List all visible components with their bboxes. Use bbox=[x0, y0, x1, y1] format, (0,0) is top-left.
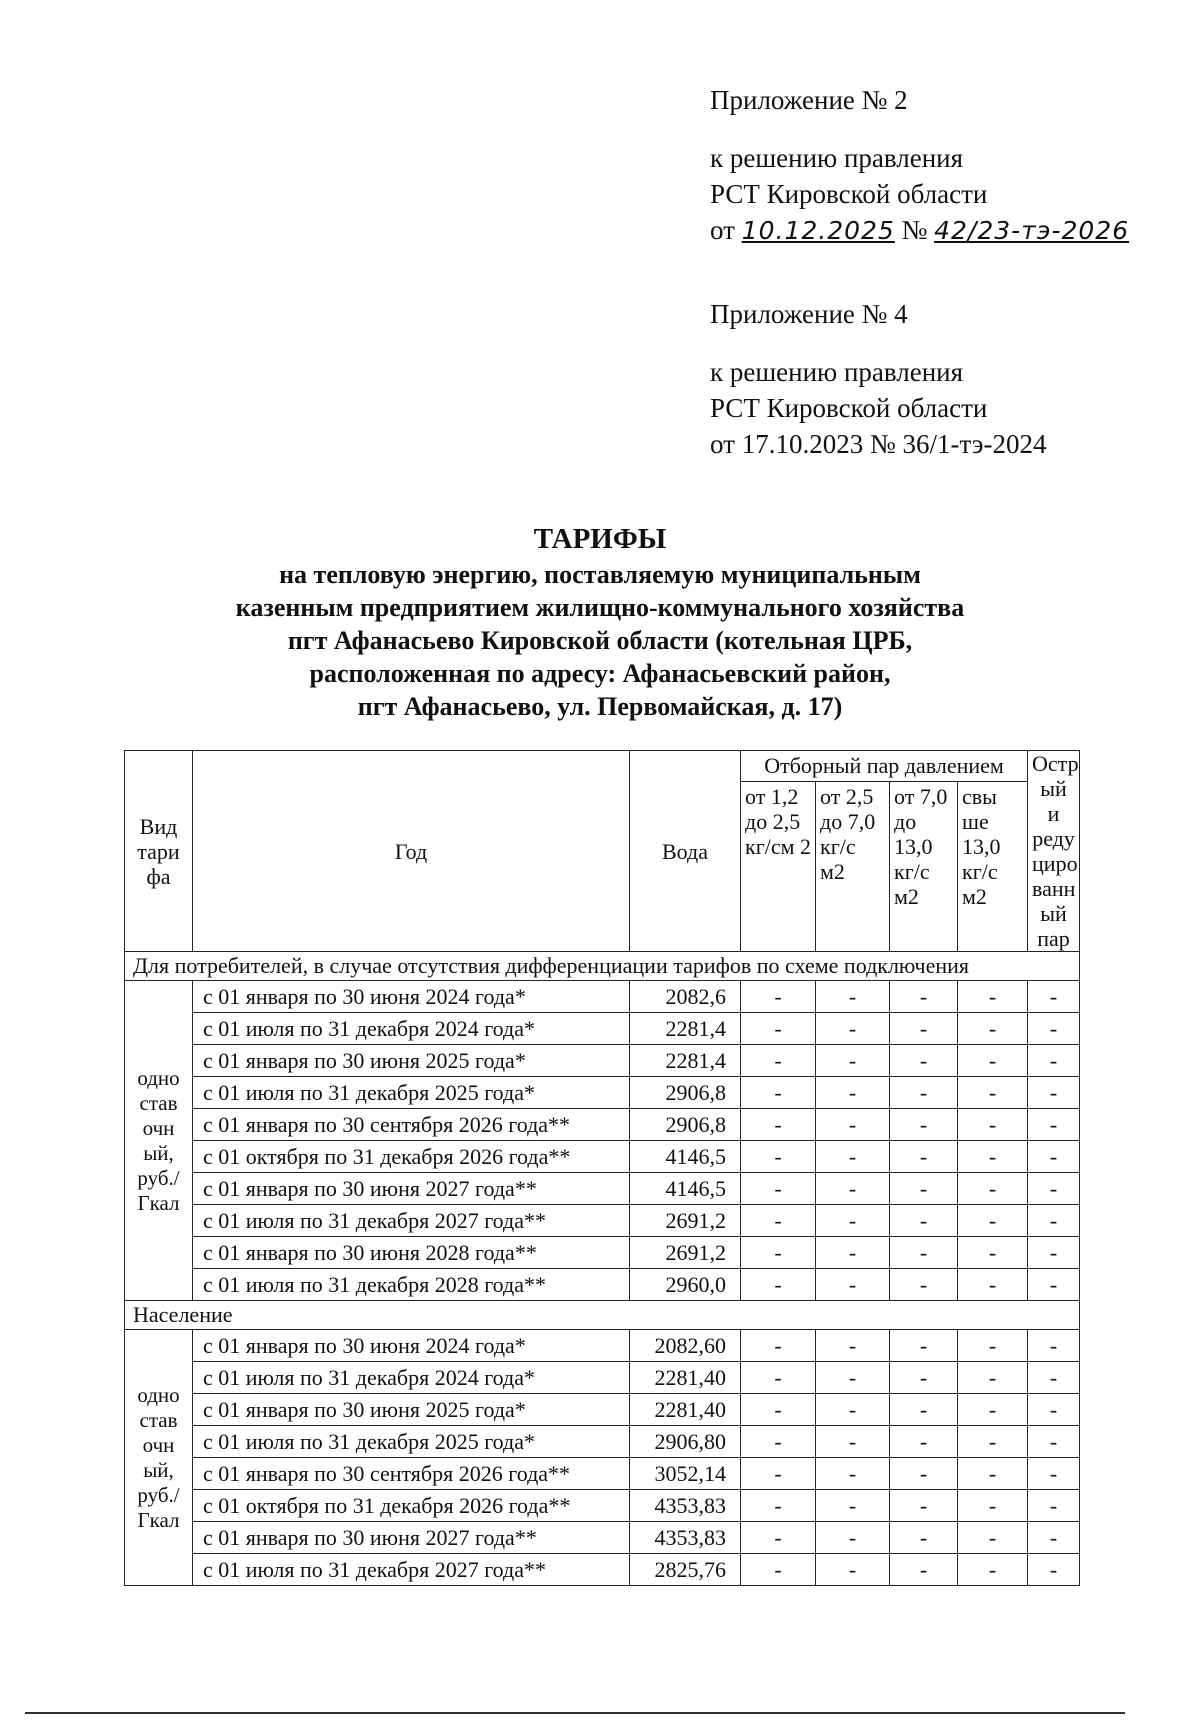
empty-tariff-cell: - bbox=[741, 1554, 816, 1586]
steam-group-header: Отборный пар давлением bbox=[741, 751, 1028, 782]
appendix-2-title: Приложение № 2 bbox=[710, 85, 908, 115]
empty-tariff-cell: - bbox=[741, 1522, 816, 1554]
water-tariff-cell: 2691,2 bbox=[630, 1237, 741, 1269]
table-row bbox=[125, 1426, 1080, 1458]
empty-tariff-cell: - bbox=[741, 1426, 816, 1458]
empty-tariff-cell: - bbox=[1028, 1426, 1080, 1458]
empty-tariff-cell: - bbox=[890, 1141, 958, 1173]
water-tariff-cell: 2906,8 bbox=[630, 1077, 741, 1109]
empty-tariff-cell: - bbox=[890, 1205, 958, 1237]
empty-tariff-cell: - bbox=[890, 1237, 958, 1269]
empty-tariff-cell: - bbox=[1028, 1109, 1080, 1141]
empty-tariff-cell: - bbox=[1028, 981, 1080, 1013]
authority-line: РСТ Кировской области bbox=[710, 179, 988, 209]
empty-tariff-cell: - bbox=[958, 1490, 1028, 1522]
table-row bbox=[125, 1045, 1080, 1077]
title-main: ТАРИФЫ bbox=[533, 523, 667, 555]
period-cell: с 01 января по 30 июня 2024 года* bbox=[193, 981, 630, 1013]
table-row bbox=[125, 1362, 1080, 1394]
period-cell: с 01 января по 30 сентября 2026 года** bbox=[193, 1458, 630, 1490]
empty-tariff-cell: - bbox=[958, 1554, 1028, 1586]
empty-tariff-cell: - bbox=[890, 1458, 958, 1490]
water-tariff-cell: 3052,14 bbox=[630, 1458, 741, 1490]
table-row bbox=[125, 981, 1080, 1013]
col-type-header: Вид тари фа bbox=[125, 751, 193, 952]
table-row bbox=[125, 1013, 1080, 1045]
table-row bbox=[125, 1205, 1080, 1237]
empty-tariff-cell: - bbox=[958, 1109, 1028, 1141]
handwritten-date: 10.12.2025 bbox=[741, 216, 895, 245]
empty-tariff-cell: - bbox=[958, 1458, 1028, 1490]
empty-tariff-cell: - bbox=[816, 1458, 890, 1490]
empty-tariff-cell: - bbox=[890, 1330, 958, 1362]
water-tariff-cell: 4146,5 bbox=[630, 1141, 741, 1173]
empty-tariff-cell: - bbox=[816, 1173, 890, 1205]
period-cell: с 01 июля по 31 декабря 2028 года** bbox=[193, 1269, 630, 1301]
water-tariff-cell: 4353,83 bbox=[630, 1490, 741, 1522]
empty-tariff-cell: - bbox=[1028, 1522, 1080, 1554]
empty-tariff-cell: - bbox=[1028, 1458, 1080, 1490]
decision-date-line bbox=[710, 212, 1129, 249]
table-row bbox=[125, 1269, 1080, 1301]
water-tariff-cell: 4353,83 bbox=[630, 1522, 741, 1554]
empty-tariff-cell: - bbox=[741, 1458, 816, 1490]
empty-tariff-cell: - bbox=[890, 1490, 958, 1522]
empty-tariff-cell: - bbox=[890, 1522, 958, 1554]
empty-tariff-cell: - bbox=[958, 1045, 1028, 1077]
period-cell: с 01 июля по 31 декабря 2025 года* bbox=[193, 1426, 630, 1458]
appendix-4-header bbox=[710, 296, 1047, 462]
number-prefix: № bbox=[901, 215, 928, 245]
empty-tariff-cell: - bbox=[741, 1269, 816, 1301]
tariff-table bbox=[124, 750, 1080, 1586]
header-row bbox=[125, 751, 1080, 782]
empty-tariff-cell: - bbox=[816, 1237, 890, 1269]
empty-tariff-cell: - bbox=[816, 1330, 890, 1362]
empty-tariff-cell: - bbox=[741, 1013, 816, 1045]
water-tariff-cell: 2281,4 bbox=[630, 1013, 741, 1045]
empty-tariff-cell: - bbox=[1028, 1173, 1080, 1205]
empty-tariff-cell: - bbox=[741, 981, 816, 1013]
table-row bbox=[125, 1458, 1080, 1490]
empty-tariff-cell: - bbox=[1028, 1077, 1080, 1109]
water-tariff-cell: 2082,6 bbox=[630, 981, 741, 1013]
empty-tariff-cell: - bbox=[1028, 1394, 1080, 1426]
empty-tariff-cell: - bbox=[741, 1205, 816, 1237]
empty-tariff-cell: - bbox=[741, 1077, 816, 1109]
empty-tariff-cell: - bbox=[1028, 1205, 1080, 1237]
empty-tariff-cell: - bbox=[890, 1269, 958, 1301]
col-pressure-4-header: свы ше 13,0 кг/с м2 bbox=[958, 781, 1028, 951]
table-row bbox=[125, 1109, 1080, 1141]
empty-tariff-cell: - bbox=[1028, 1141, 1080, 1173]
empty-tariff-cell: - bbox=[1028, 1045, 1080, 1077]
table-row bbox=[125, 1330, 1080, 1362]
empty-tariff-cell: - bbox=[741, 1237, 816, 1269]
empty-tariff-cell: - bbox=[816, 1109, 890, 1141]
empty-tariff-cell: - bbox=[741, 1141, 816, 1173]
page-bottom-rule bbox=[25, 1712, 1125, 1714]
empty-tariff-cell: - bbox=[816, 1490, 890, 1522]
empty-tariff-cell: - bbox=[816, 981, 890, 1013]
water-tariff-cell: 2906,80 bbox=[630, 1426, 741, 1458]
table-row bbox=[125, 1141, 1080, 1173]
table-row bbox=[125, 1490, 1080, 1522]
empty-tariff-cell: - bbox=[958, 1205, 1028, 1237]
period-cell: с 01 января по 30 июня 2027 года** bbox=[193, 1173, 630, 1205]
period-cell: с 01 января по 30 июня 2024 года* bbox=[193, 1330, 630, 1362]
tariff-table-body bbox=[125, 952, 1080, 1586]
title-line: казенным предприятием жилищно-коммунального хозяйства bbox=[235, 593, 965, 622]
empty-tariff-cell: - bbox=[890, 981, 958, 1013]
empty-tariff-cell: - bbox=[890, 1173, 958, 1205]
empty-tariff-cell: - bbox=[741, 1330, 816, 1362]
period-cell: с 01 января по 30 июня 2028 года** bbox=[193, 1237, 630, 1269]
empty-tariff-cell: - bbox=[816, 1394, 890, 1426]
empty-tariff-cell: - bbox=[1028, 1362, 1080, 1394]
water-tariff-cell: 2281,4 bbox=[630, 1045, 741, 1077]
date-prefix: от bbox=[710, 215, 735, 245]
empty-tariff-cell: - bbox=[1028, 1013, 1080, 1045]
empty-tariff-cell: - bbox=[890, 1554, 958, 1586]
empty-tariff-cell: - bbox=[816, 1077, 890, 1109]
water-tariff-cell: 2960,0 bbox=[630, 1269, 741, 1301]
empty-tariff-cell: - bbox=[890, 1362, 958, 1394]
section-title-row bbox=[125, 1301, 1080, 1330]
water-tariff-cell: 4146,5 bbox=[630, 1173, 741, 1205]
title-line: расположенная по адресу: Афанасьевский район, bbox=[309, 659, 891, 688]
period-cell: с 01 января по 30 сентября 2026 года** bbox=[193, 1109, 630, 1141]
table-row bbox=[125, 1522, 1080, 1554]
table-row bbox=[125, 1077, 1080, 1109]
empty-tariff-cell: - bbox=[741, 1173, 816, 1205]
period-cell: с 01 июля по 31 декабря 2027 года** bbox=[193, 1205, 630, 1237]
table-row bbox=[125, 1394, 1080, 1426]
empty-tariff-cell: - bbox=[816, 1013, 890, 1045]
water-tariff-cell: 2281,40 bbox=[630, 1394, 741, 1426]
water-tariff-cell: 2906,8 bbox=[630, 1109, 741, 1141]
section-title: Население bbox=[125, 1301, 1080, 1330]
table-row bbox=[125, 1237, 1080, 1269]
empty-tariff-cell: - bbox=[958, 1330, 1028, 1362]
col-pressure-1-header: от 1,2 до 2,5 кг/см 2 bbox=[741, 781, 816, 951]
decision-line: к решению правления bbox=[710, 357, 964, 387]
empty-tariff-cell: - bbox=[741, 1362, 816, 1394]
empty-tariff-cell: - bbox=[741, 1109, 816, 1141]
empty-tariff-cell: - bbox=[1028, 1554, 1080, 1586]
water-tariff-cell: 2281,40 bbox=[630, 1362, 741, 1394]
empty-tariff-cell: - bbox=[890, 1109, 958, 1141]
col-year-header: Год bbox=[193, 751, 630, 952]
empty-tariff-cell: - bbox=[958, 1237, 1028, 1269]
empty-tariff-cell: - bbox=[816, 1205, 890, 1237]
period-cell: с 01 января по 30 июня 2025 года* bbox=[193, 1045, 630, 1077]
empty-tariff-cell: - bbox=[958, 1522, 1028, 1554]
tariff-type-label: одно став очн ый, руб./ Гкал bbox=[125, 1330, 193, 1586]
period-cell: с 01 июля по 31 декабря 2027 года** bbox=[193, 1554, 630, 1586]
empty-tariff-cell: - bbox=[890, 1077, 958, 1109]
empty-tariff-cell: - bbox=[816, 1554, 890, 1586]
appendix-4-title: Приложение № 4 bbox=[710, 299, 908, 329]
section-title: Для потребителей, в случае отсутствия дифференциации тарифов по схеме подключения bbox=[125, 952, 1080, 981]
tariff-type-label: одно став очн ый, руб./ Гкал bbox=[125, 981, 193, 1301]
authority-line: РСТ Кировской области bbox=[710, 393, 988, 423]
empty-tariff-cell: - bbox=[816, 1141, 890, 1173]
empty-tariff-cell: - bbox=[1028, 1269, 1080, 1301]
period-cell: с 01 октября по 31 декабря 2026 года** bbox=[193, 1490, 630, 1522]
empty-tariff-cell: - bbox=[958, 1173, 1028, 1205]
empty-tariff-cell: - bbox=[890, 1394, 958, 1426]
decision-date-line: от 17.10.2023 № 36/1-тэ-2024 bbox=[710, 429, 1047, 459]
appendix-2-header bbox=[710, 82, 1129, 249]
period-cell: с 01 июля по 31 декабря 2024 года* bbox=[193, 1362, 630, 1394]
period-cell: с 01 июля по 31 декабря 2024 года* bbox=[193, 1013, 630, 1045]
period-cell: с 01 января по 30 июня 2027 года** bbox=[193, 1522, 630, 1554]
col-water-header: Вода bbox=[630, 751, 741, 952]
title-line: пгт Афанасьево, ул. Первомайская, д. 17) bbox=[357, 692, 843, 721]
empty-tariff-cell: - bbox=[958, 1077, 1028, 1109]
empty-tariff-cell: - bbox=[816, 1522, 890, 1554]
empty-tariff-cell: - bbox=[958, 1141, 1028, 1173]
empty-tariff-cell: - bbox=[816, 1426, 890, 1458]
empty-tariff-cell: - bbox=[1028, 1490, 1080, 1522]
empty-tariff-cell: - bbox=[890, 1426, 958, 1458]
empty-tariff-cell: - bbox=[958, 1269, 1028, 1301]
document-title bbox=[150, 523, 1050, 723]
empty-tariff-cell: - bbox=[1028, 1330, 1080, 1362]
water-tariff-cell: 2082,60 bbox=[630, 1330, 741, 1362]
empty-tariff-cell: - bbox=[1028, 1237, 1080, 1269]
title-line: пгт Афанасьево Кировской области (котельная ЦРБ, bbox=[287, 626, 913, 655]
period-cell: с 01 января по 30 июня 2025 года* bbox=[193, 1394, 630, 1426]
empty-tariff-cell: - bbox=[816, 1362, 890, 1394]
empty-tariff-cell: - bbox=[958, 981, 1028, 1013]
col-sharp-steam-header: Остр ый и реду циро ванн ый пар bbox=[1028, 751, 1080, 952]
table-row bbox=[125, 1554, 1080, 1586]
decision-line: к решению правления bbox=[710, 143, 964, 173]
handwritten-number: 42/23-тэ-2026 bbox=[934, 216, 1130, 245]
period-cell: с 01 июля по 31 декабря 2025 года* bbox=[193, 1077, 630, 1109]
water-tariff-cell: 2691,2 bbox=[630, 1205, 741, 1237]
table-row bbox=[125, 1173, 1080, 1205]
empty-tariff-cell: - bbox=[741, 1490, 816, 1522]
empty-tariff-cell: - bbox=[890, 1013, 958, 1045]
empty-tariff-cell: - bbox=[741, 1045, 816, 1077]
water-tariff-cell: 2825,76 bbox=[630, 1554, 741, 1586]
col-pressure-3-header: от 7,0 до 13,0 кг/с м2 bbox=[890, 781, 958, 951]
col-pressure-2-header: от 2,5 до 7,0 кг/с м2 bbox=[816, 781, 890, 951]
empty-tariff-cell: - bbox=[816, 1045, 890, 1077]
title-line: на тепловую энергию, поставляемую муниципальным bbox=[279, 560, 921, 589]
section-title-row bbox=[125, 952, 1080, 981]
empty-tariff-cell: - bbox=[958, 1362, 1028, 1394]
empty-tariff-cell: - bbox=[816, 1269, 890, 1301]
empty-tariff-cell: - bbox=[958, 1013, 1028, 1045]
empty-tariff-cell: - bbox=[958, 1426, 1028, 1458]
empty-tariff-cell: - bbox=[890, 1045, 958, 1077]
period-cell: с 01 октября по 31 декабря 2026 года** bbox=[193, 1141, 630, 1173]
empty-tariff-cell: - bbox=[741, 1394, 816, 1426]
empty-tariff-cell: - bbox=[958, 1394, 1028, 1426]
